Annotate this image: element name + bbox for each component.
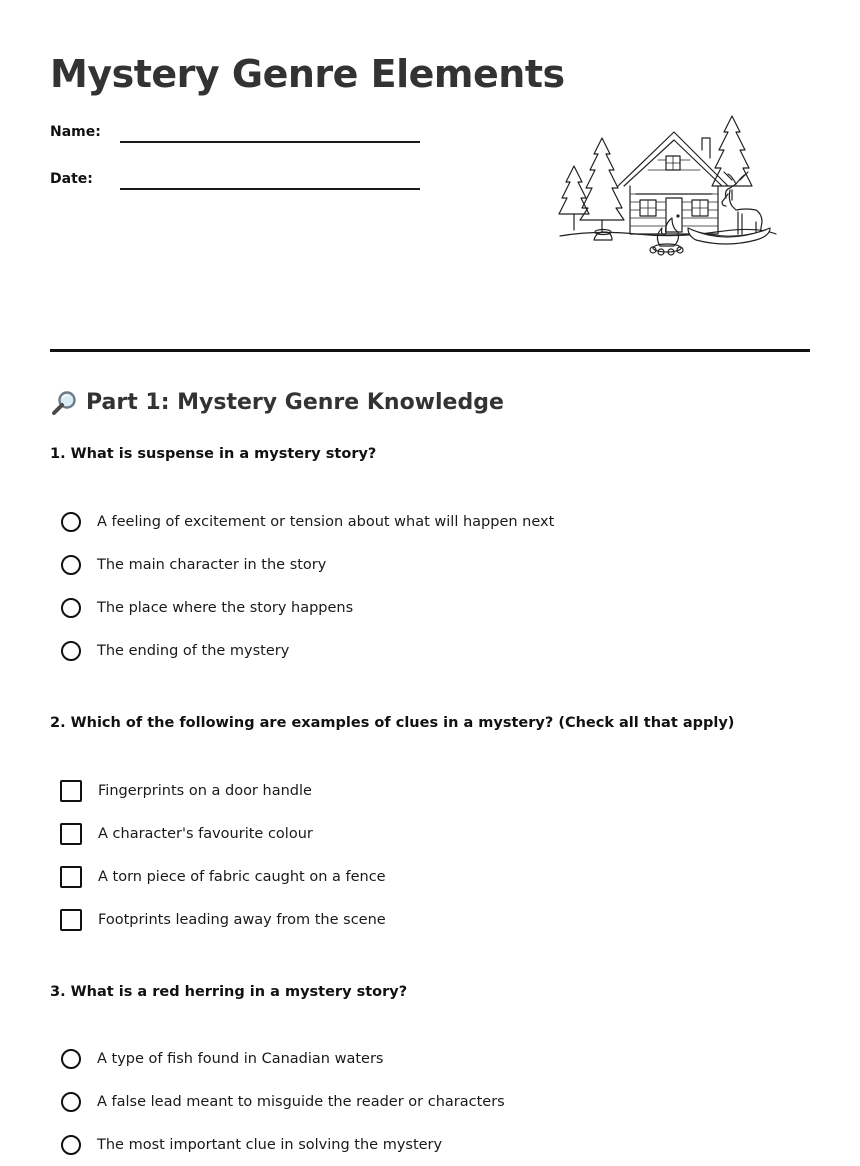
question-1-options xyxy=(60,500,554,672)
question-3-options xyxy=(60,1037,505,1166)
option-label: A torn piece of fabric caught on a fence xyxy=(98,868,386,885)
name-label: Name: xyxy=(50,124,101,140)
option-label: A type of fish found in Canadian waters xyxy=(97,1050,384,1067)
checkbox[interactable] xyxy=(60,823,82,845)
radio-button[interactable] xyxy=(61,512,81,532)
option-label: The main character in the story xyxy=(97,556,327,573)
question-2-options xyxy=(60,769,386,941)
checkbox[interactable] xyxy=(60,780,82,802)
option-label: The most important clue in solving the mystery xyxy=(97,1136,443,1153)
q2-option-a[interactable] xyxy=(60,769,386,812)
checkbox[interactable] xyxy=(60,866,82,888)
option-label: A false lead meant to misguide the reader or characters xyxy=(97,1093,505,1110)
name-input-line[interactable] xyxy=(120,141,420,143)
name-field xyxy=(50,118,430,148)
q2-option-c[interactable] xyxy=(60,855,386,898)
question-2: 2. Which of the following are examples of clues in a mystery? (Check all that apply) xyxy=(50,715,735,731)
option-label: The ending of the mystery xyxy=(97,642,290,659)
q1-option-a[interactable] xyxy=(60,500,554,543)
worksheet-title: Mystery Genre Elements xyxy=(50,52,565,96)
question-1: 1. What is suspense in a mystery story? xyxy=(50,446,377,462)
q1-option-b[interactable] xyxy=(60,543,554,586)
option-label: The place where the story happens xyxy=(97,599,354,616)
q3-option-b[interactable] xyxy=(60,1080,505,1123)
q3-option-a[interactable] xyxy=(60,1037,505,1080)
part1-heading-text: Part 1: Mystery Genre Knowledge xyxy=(86,390,504,415)
question-3: 3. What is a red herring in a mystery story? xyxy=(50,984,408,1000)
q1-option-c[interactable] xyxy=(60,586,554,629)
q2-option-d[interactable] xyxy=(60,898,386,941)
radio-button[interactable] xyxy=(61,598,81,618)
radio-button[interactable] xyxy=(61,1049,81,1069)
magnifying-glass-icon xyxy=(50,389,78,417)
option-label: A character's favourite colour xyxy=(98,825,313,842)
radio-button[interactable] xyxy=(61,1092,81,1112)
q3-option-c[interactable] xyxy=(60,1123,505,1166)
q1-option-d[interactable] xyxy=(60,629,554,672)
option-label: Footprints leading away from the scene xyxy=(98,911,386,928)
date-field xyxy=(50,165,430,195)
cabin-moose-canoe-illustration xyxy=(556,110,780,260)
part1-heading xyxy=(50,388,504,418)
option-label: Fingerprints on a door handle xyxy=(98,782,312,799)
option-label: A feeling of excitement or tension about what will happen next xyxy=(97,513,555,530)
radio-button[interactable] xyxy=(61,641,81,661)
radio-button[interactable] xyxy=(61,1135,81,1155)
header-divider xyxy=(50,349,810,352)
checkbox[interactable] xyxy=(60,909,82,931)
q2-option-b[interactable] xyxy=(60,812,386,855)
radio-button[interactable] xyxy=(61,555,81,575)
date-input-line[interactable] xyxy=(120,188,420,190)
date-label: Date: xyxy=(50,171,93,187)
